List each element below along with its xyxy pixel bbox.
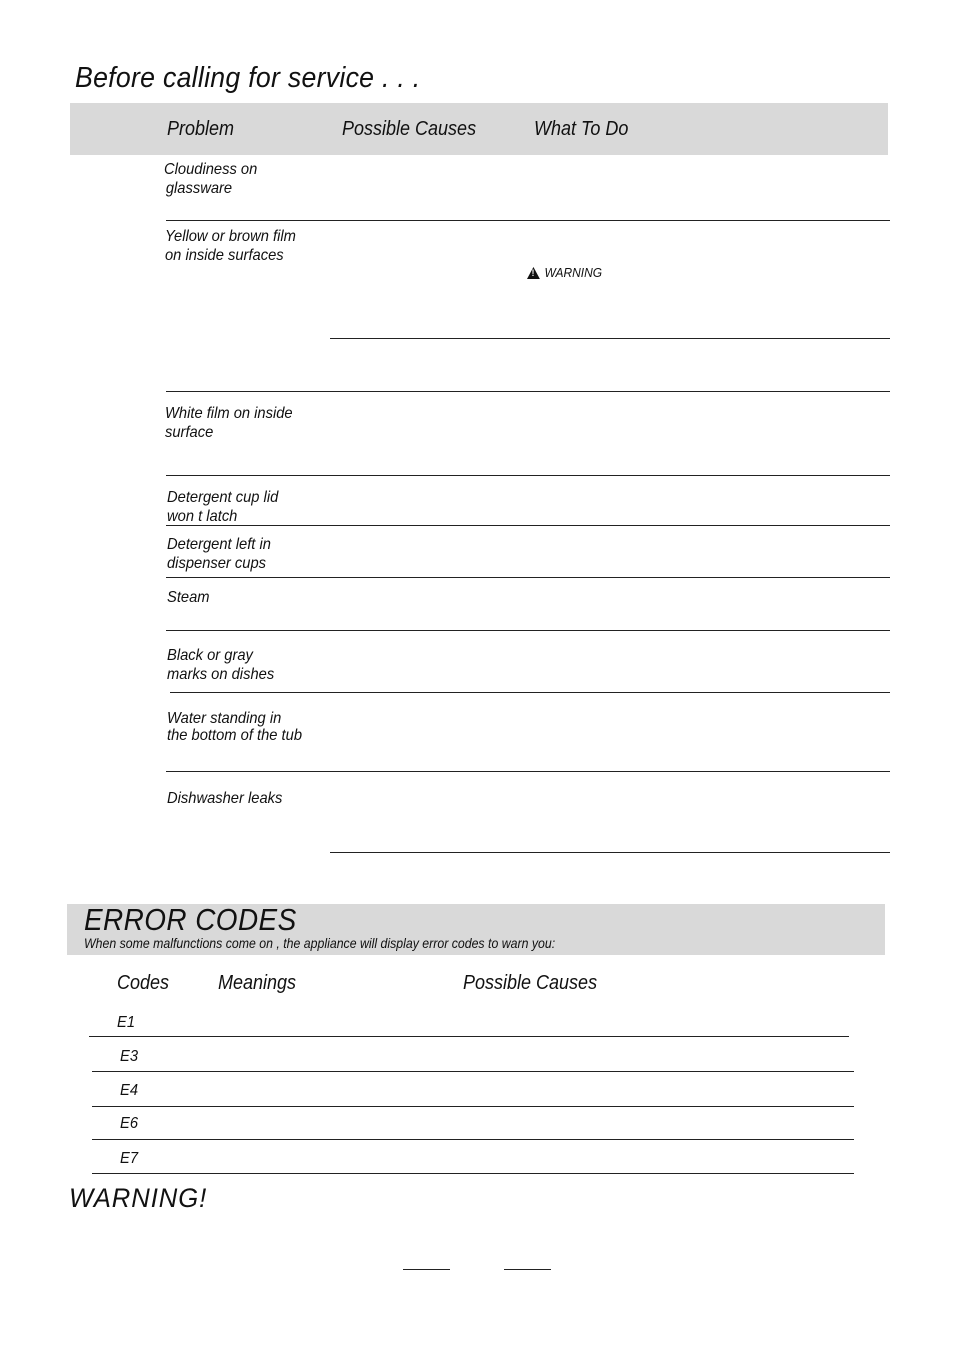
problem-label-line: Detergent left in	[167, 536, 271, 553]
problem-label-line: Yellow or brown film	[165, 228, 296, 245]
row-divider	[330, 852, 890, 853]
row-divider	[92, 1139, 854, 1140]
error-code: E1	[117, 1014, 136, 1031]
warning-triangle-icon	[527, 267, 540, 279]
row-divider	[92, 1173, 854, 1174]
footer-warning: WARNING!	[69, 1183, 208, 1213]
blank-underline	[504, 1269, 551, 1270]
problem-label-line: Detergent cup lid	[167, 489, 279, 506]
problem-yellow-film	[165, 227, 296, 265]
error-code: E4	[120, 1082, 139, 1099]
row-divider	[166, 220, 890, 221]
row-divider	[92, 1106, 854, 1107]
problem-label-line: Water standing in	[167, 710, 282, 727]
error-code: E3	[120, 1048, 139, 1065]
row-divider	[170, 692, 890, 693]
problem-cloudiness	[164, 160, 257, 198]
blank-underline	[403, 1269, 450, 1270]
row-divider	[166, 577, 890, 578]
column-header-possible-causes: Possible Causes	[342, 118, 477, 140]
column-header-codes: Codes	[117, 972, 170, 994]
problem-label-line: on inside surfaces	[165, 247, 284, 264]
column-header-meanings: Meanings	[218, 972, 297, 994]
problem-label-line: glassware	[165, 180, 233, 197]
page-title: Before calling for service . . .	[75, 62, 421, 94]
problem-label-line: won t latch	[167, 508, 238, 525]
problem-label-line: Cloudiness on	[164, 161, 258, 178]
problem-label-line: surface	[165, 424, 214, 441]
column-header-what-to-do: What To Do	[534, 118, 629, 140]
problem-steam	[167, 588, 210, 607]
warning-label: WARNING	[544, 265, 603, 280]
problem-label-line: the bottom of the tub	[167, 727, 303, 744]
problem-label-line: Black or gray	[167, 647, 253, 664]
problem-label-line: dispenser cups	[167, 555, 267, 572]
column-header-possible-causes: Possible Causes	[463, 972, 598, 994]
row-divider	[330, 338, 890, 339]
row-divider	[166, 391, 890, 392]
column-header-problem: Problem	[167, 118, 235, 140]
row-divider	[166, 771, 890, 772]
problem-water-standing	[167, 710, 302, 744]
problem-label-line: marks on dishes	[167, 666, 275, 683]
row-divider	[92, 1071, 854, 1072]
row-divider	[89, 1036, 849, 1037]
problem-white-film	[165, 404, 293, 442]
problem-detergent-left	[167, 535, 271, 573]
error-codes-title: ERROR CODES	[84, 902, 297, 937]
row-divider	[166, 630, 890, 631]
problem-detergent-cup-lid	[167, 488, 278, 526]
warning-notice	[527, 265, 602, 280]
row-divider	[166, 525, 890, 526]
error-codes-subtitle: When some malfunctions come on , the appliance will display error codes to warn you:	[84, 935, 556, 951]
row-divider	[166, 475, 890, 476]
problem-dishwasher-leaks	[167, 789, 282, 808]
error-code: E6	[120, 1115, 139, 1132]
problem-black-gray-marks	[167, 646, 274, 684]
problem-label-line: Dishwasher leaks	[167, 790, 283, 807]
problem-label-line: White film on inside	[165, 405, 293, 422]
problem-label-line: Steam	[167, 589, 210, 606]
error-code: E7	[120, 1150, 139, 1167]
